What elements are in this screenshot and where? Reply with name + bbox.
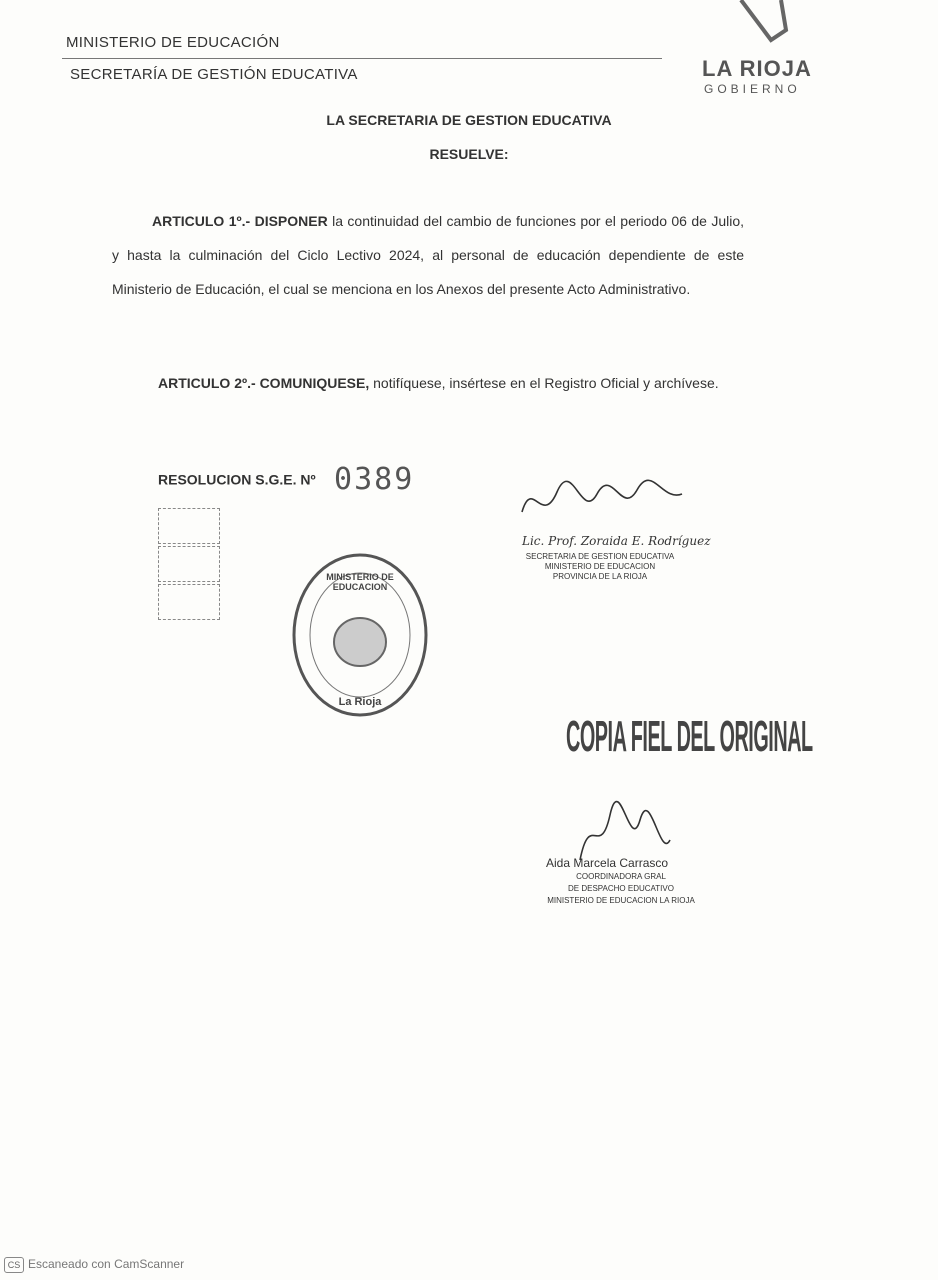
article-2 <box>116 366 744 400</box>
article-1-verb: DISPONER <box>254 213 328 229</box>
initials-box-2 <box>158 546 220 582</box>
header-rule <box>62 58 662 59</box>
header-secretariat: SECRETARÍA DE GESTIÓN EDUCATIVA <box>70 66 358 83</box>
copy-stamp: COPIA FIEL DEL ORIGINAL <box>566 712 813 761</box>
seal-bottom-text: La Rioja <box>338 696 382 708</box>
header-ministry: MINISTERIO DE EDUCACIÓN <box>66 34 280 51</box>
la-rioja-logo <box>700 0 830 100</box>
signature-1-name: Lic. Prof. Zoraida E. Rodríguez <box>522 534 711 548</box>
logo-mark-icon <box>736 0 796 50</box>
initials-box-3 <box>158 584 220 620</box>
article-2-label: ARTICULO 2º.- <box>158 375 256 391</box>
scanner-footer <box>4 1257 184 1273</box>
logo-sub: GOBIERNO <box>704 82 801 96</box>
article-2-text: notifíquese, insértese en el Registro Oficial y archívese. <box>373 375 719 391</box>
resolves-heading: RESUELVE: <box>429 146 509 162</box>
resolution-label: RESOLUCION S.G.E. Nº <box>158 471 316 488</box>
camscanner-icon: CS <box>4 1257 24 1273</box>
ministry-seal <box>290 550 430 720</box>
signature-1-line3: PROVINCIA DE LA RIOJA <box>552 572 648 581</box>
signature-1-line1: SECRETARIA DE GESTION EDUCATIVA <box>525 552 675 561</box>
signature-1-line2: MINISTERIO DE EDUCACION <box>544 562 656 571</box>
seal-top-text: MINISTERIO DE EDUCACION <box>326 572 394 592</box>
scanner-footer-text: Escaneado con CamScanner <box>28 1257 185 1272</box>
document-title: LA SECRETARIA DE GESTION EDUCATIVA <box>326 112 612 128</box>
article-1-text: la continuidad del cambio de funciones por el periodo 06 de Julio, y hasta la culminación del Ciclo Lectivo 2024, al personal de educación dependiente de este Ministerio de Educación, el cual se menciona en los Anexos del presente Acto Administrativo. <box>112 213 745 297</box>
signature-2-line3: MINISTERIO DE EDUCACION LA RIOJA <box>547 896 695 905</box>
signature-2-line2: DE DESPACHO EDUCATIVO <box>568 884 674 893</box>
resolution-number: 0389 <box>334 462 415 497</box>
initials-box-1 <box>158 508 220 544</box>
logo-word: LA RIOJA <box>702 56 812 81</box>
signature-2-name: Aida Marcela Carrasco <box>546 856 669 870</box>
signature-1-scribble <box>512 472 692 532</box>
article-1 <box>112 204 744 306</box>
article-2-verb: COMUNIQUESE, <box>259 375 370 391</box>
resolution-block <box>158 462 414 497</box>
signature-2-line1: COORDINADORA GRAL <box>576 872 666 881</box>
article-1-label: ARTICULO 1º.- <box>152 213 251 229</box>
